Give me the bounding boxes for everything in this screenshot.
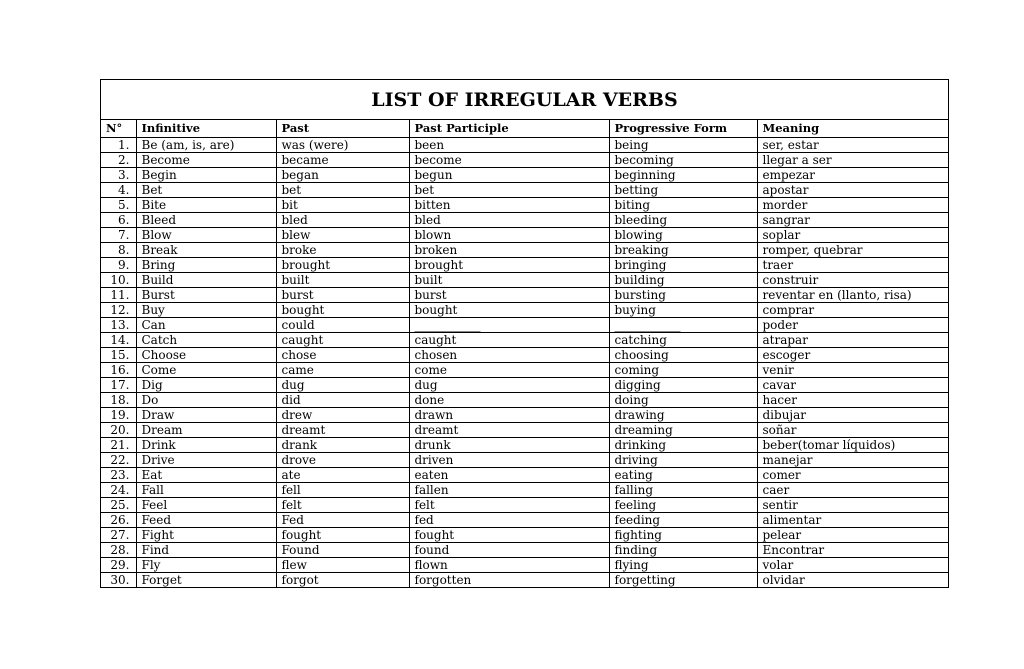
cell-number: 16. <box>101 363 136 378</box>
cell-progressive-form: fighting <box>609 528 757 543</box>
cell-infinitive: Drive <box>136 453 276 468</box>
table-header-row <box>101 120 948 138</box>
cell-meaning: volar <box>757 558 948 573</box>
cell-progressive-form: blowing <box>609 228 757 243</box>
cell-number: 11. <box>101 288 136 303</box>
cell-past-participle: drawn <box>409 408 609 423</box>
cell-meaning: apostar <box>757 183 948 198</box>
table-row <box>101 513 948 528</box>
cell-past-participle: forgotten <box>409 573 609 588</box>
cell-infinitive: Feed <box>136 513 276 528</box>
cell-past: fought <box>276 528 409 543</box>
cell-past: fell <box>276 483 409 498</box>
table-row <box>101 183 948 198</box>
cell-infinitive: Bleed <box>136 213 276 228</box>
table-row <box>101 483 948 498</box>
cell-past: began <box>276 168 409 183</box>
cell-progressive-form: drawing <box>609 408 757 423</box>
cell-progressive-form: forgetting <box>609 573 757 588</box>
table-row <box>101 153 948 168</box>
cell-meaning: caer <box>757 483 948 498</box>
cell-infinitive: Burst <box>136 288 276 303</box>
cell-infinitive: Buy <box>136 303 276 318</box>
cell-infinitive: Catch <box>136 333 276 348</box>
cell-progressive-form: feeding <box>609 513 757 528</box>
cell-infinitive: Fall <box>136 483 276 498</box>
cell-number: 8. <box>101 243 136 258</box>
cell-number: 12. <box>101 303 136 318</box>
cell-past-participle: burst <box>409 288 609 303</box>
cell-infinitive: Bet <box>136 183 276 198</box>
table-row <box>101 213 948 228</box>
cell-infinitive: Eat <box>136 468 276 483</box>
cell-past: Fed <box>276 513 409 528</box>
cell-progressive-form: catching <box>609 333 757 348</box>
cell-meaning: traer <box>757 258 948 273</box>
cell-progressive-form: feeling <box>609 498 757 513</box>
cell-past-participle: fought <box>409 528 609 543</box>
table-row <box>101 318 948 333</box>
cell-infinitive: Forget <box>136 573 276 588</box>
cell-meaning: hacer <box>757 393 948 408</box>
cell-infinitive: Begin <box>136 168 276 183</box>
cell-past-participle: done <box>409 393 609 408</box>
cell-infinitive: Build <box>136 273 276 288</box>
cell-meaning: romper, quebrar <box>757 243 948 258</box>
cell-past: drew <box>276 408 409 423</box>
cell-infinitive: Dig <box>136 378 276 393</box>
column-header-past-participle: Past Participle <box>409 120 609 138</box>
cell-progressive-form: drinking <box>609 438 757 453</box>
table-row <box>101 393 948 408</box>
cell-number: 21. <box>101 438 136 453</box>
table-row <box>101 198 948 213</box>
verb-list-sheet <box>100 79 949 588</box>
cell-past-participle: drunk <box>409 438 609 453</box>
cell-number: 18. <box>101 393 136 408</box>
table-row <box>101 258 948 273</box>
cell-past-participle: dreamt <box>409 423 609 438</box>
table-row <box>101 348 948 363</box>
table-row <box>101 468 948 483</box>
cell-meaning: dibujar <box>757 408 948 423</box>
cell-past: ate <box>276 468 409 483</box>
cell-infinitive: Do <box>136 393 276 408</box>
cell-past-participle: come <box>409 363 609 378</box>
cell-past-participle: begun <box>409 168 609 183</box>
cell-past: felt <box>276 498 409 513</box>
table-row <box>101 453 948 468</box>
cell-past: flew <box>276 558 409 573</box>
cell-number: 2. <box>101 153 136 168</box>
cell-past: Found <box>276 543 409 558</box>
cell-infinitive: Drink <box>136 438 276 453</box>
page-title: LIST OF IRREGULAR VERBS <box>101 80 948 120</box>
cell-past-participle: chosen <box>409 348 609 363</box>
cell-meaning: comer <box>757 468 948 483</box>
cell-meaning: llegar a ser <box>757 153 948 168</box>
cell-past-participle: dug <box>409 378 609 393</box>
cell-past-participle: driven <box>409 453 609 468</box>
cell-progressive-form: beginning <box>609 168 757 183</box>
table-row <box>101 288 948 303</box>
table-row <box>101 438 948 453</box>
cell-meaning: construir <box>757 273 948 288</box>
cell-meaning: sentir <box>757 498 948 513</box>
cell-number: 14. <box>101 333 136 348</box>
cell-meaning: alimentar <box>757 513 948 528</box>
cell-progressive-form: choosing <box>609 348 757 363</box>
verbs-table <box>101 120 948 587</box>
table-row <box>101 138 948 153</box>
cell-number: 1. <box>101 138 136 153</box>
cell-past: blew <box>276 228 409 243</box>
cell-past: chose <box>276 348 409 363</box>
cell-past: did <box>276 393 409 408</box>
cell-progressive-form: doing <box>609 393 757 408</box>
cell-meaning: escoger <box>757 348 948 363</box>
cell-progressive-form: flying <box>609 558 757 573</box>
cell-past: drove <box>276 453 409 468</box>
cell-progressive-form: bringing <box>609 258 757 273</box>
cell-number: 5. <box>101 198 136 213</box>
cell-infinitive: Dream <box>136 423 276 438</box>
table-row <box>101 573 948 588</box>
cell-past: burst <box>276 288 409 303</box>
cell-number: 15. <box>101 348 136 363</box>
cell-past-participle: built <box>409 273 609 288</box>
cell-past-participle: fallen <box>409 483 609 498</box>
cell-infinitive: Bring <box>136 258 276 273</box>
cell-infinitive: Find <box>136 543 276 558</box>
column-header-meaning: Meaning <box>757 120 948 138</box>
cell-past: forgot <box>276 573 409 588</box>
cell-past-participle: broken <box>409 243 609 258</box>
table-row <box>101 333 948 348</box>
cell-infinitive: Become <box>136 153 276 168</box>
cell-number: 10. <box>101 273 136 288</box>
cell-past: could <box>276 318 409 333</box>
cell-progressive-form: ___________ <box>609 318 757 333</box>
cell-meaning: ser, estar <box>757 138 948 153</box>
cell-meaning: manejar <box>757 453 948 468</box>
cell-past: bought <box>276 303 409 318</box>
cell-progressive-form: being <box>609 138 757 153</box>
cell-past-participle: caught <box>409 333 609 348</box>
cell-past-participle: felt <box>409 498 609 513</box>
cell-number: 20. <box>101 423 136 438</box>
cell-number: 22. <box>101 453 136 468</box>
cell-number: 3. <box>101 168 136 183</box>
cell-number: 23. <box>101 468 136 483</box>
table-row <box>101 243 948 258</box>
cell-past: built <box>276 273 409 288</box>
cell-infinitive: Blow <box>136 228 276 243</box>
cell-infinitive: Fight <box>136 528 276 543</box>
cell-number: 24. <box>101 483 136 498</box>
cell-past-participle: brought <box>409 258 609 273</box>
table-row <box>101 408 948 423</box>
cell-meaning: Encontrar <box>757 543 948 558</box>
cell-past: bet <box>276 183 409 198</box>
cell-progressive-form: coming <box>609 363 757 378</box>
cell-infinitive: Can <box>136 318 276 333</box>
cell-number: 29. <box>101 558 136 573</box>
column-header-infinitive: Infinitive <box>136 120 276 138</box>
cell-past-participle: flown <box>409 558 609 573</box>
cell-past-participle: bled <box>409 213 609 228</box>
cell-past: caught <box>276 333 409 348</box>
cell-number: 7. <box>101 228 136 243</box>
cell-number: 4. <box>101 183 136 198</box>
cell-past-participle: bitten <box>409 198 609 213</box>
cell-progressive-form: building <box>609 273 757 288</box>
cell-meaning: olvidar <box>757 573 948 588</box>
table-row <box>101 303 948 318</box>
cell-infinitive: Be (am, is, are) <box>136 138 276 153</box>
cell-number: 19. <box>101 408 136 423</box>
cell-past: dreamt <box>276 423 409 438</box>
cell-number: 28. <box>101 543 136 558</box>
cell-past: bled <box>276 213 409 228</box>
cell-progressive-form: finding <box>609 543 757 558</box>
cell-past: came <box>276 363 409 378</box>
cell-meaning: pelear <box>757 528 948 543</box>
column-header-number: N° <box>101 120 136 138</box>
cell-past-participle: eaten <box>409 468 609 483</box>
cell-past-participle: become <box>409 153 609 168</box>
cell-progressive-form: bursting <box>609 288 757 303</box>
cell-meaning: atrapar <box>757 333 948 348</box>
cell-number: 6. <box>101 213 136 228</box>
table-row <box>101 273 948 288</box>
cell-infinitive: Choose <box>136 348 276 363</box>
cell-progressive-form: becoming <box>609 153 757 168</box>
cell-past: brought <box>276 258 409 273</box>
cell-meaning: soñar <box>757 423 948 438</box>
cell-progressive-form: driving <box>609 453 757 468</box>
table-row <box>101 228 948 243</box>
cell-meaning: empezar <box>757 168 948 183</box>
cell-past-participle: fed <box>409 513 609 528</box>
cell-progressive-form: digging <box>609 378 757 393</box>
table-row <box>101 168 948 183</box>
cell-progressive-form: falling <box>609 483 757 498</box>
cell-meaning: cavar <box>757 378 948 393</box>
cell-past: became <box>276 153 409 168</box>
cell-meaning: sangrar <box>757 213 948 228</box>
cell-progressive-form: bleeding <box>609 213 757 228</box>
cell-past: bit <box>276 198 409 213</box>
cell-number: 9. <box>101 258 136 273</box>
table-row <box>101 378 948 393</box>
cell-meaning: comprar <box>757 303 948 318</box>
cell-past-participle: been <box>409 138 609 153</box>
cell-number: 27. <box>101 528 136 543</box>
cell-infinitive: Come <box>136 363 276 378</box>
cell-meaning: beber(tomar líquidos) <box>757 438 948 453</box>
cell-meaning: morder <box>757 198 948 213</box>
table-row <box>101 528 948 543</box>
cell-number: 30. <box>101 573 136 588</box>
cell-past-participle: bet <box>409 183 609 198</box>
cell-past-participle: found <box>409 543 609 558</box>
table-row <box>101 423 948 438</box>
cell-number: 17. <box>101 378 136 393</box>
cell-meaning: poder <box>757 318 948 333</box>
column-header-past: Past <box>276 120 409 138</box>
cell-past-participle: bought <box>409 303 609 318</box>
cell-past: drank <box>276 438 409 453</box>
cell-infinitive: Fly <box>136 558 276 573</box>
cell-number: 13. <box>101 318 136 333</box>
table-row <box>101 558 948 573</box>
column-header-progressive-form: Progressive Form <box>609 120 757 138</box>
table-row <box>101 543 948 558</box>
cell-progressive-form: breaking <box>609 243 757 258</box>
table-row <box>101 363 948 378</box>
cell-meaning: soplar <box>757 228 948 243</box>
cell-number: 26. <box>101 513 136 528</box>
cell-infinitive: Feel <box>136 498 276 513</box>
cell-past-participle: blown <box>409 228 609 243</box>
cell-progressive-form: eating <box>609 468 757 483</box>
cell-infinitive: Break <box>136 243 276 258</box>
table-row <box>101 498 948 513</box>
cell-number: 25. <box>101 498 136 513</box>
cell-infinitive: Bite <box>136 198 276 213</box>
cell-progressive-form: buying <box>609 303 757 318</box>
cell-past: was (were) <box>276 138 409 153</box>
cell-progressive-form: dreaming <box>609 423 757 438</box>
cell-infinitive: Draw <box>136 408 276 423</box>
cell-meaning: venir <box>757 363 948 378</box>
cell-past: dug <box>276 378 409 393</box>
cell-progressive-form: betting <box>609 183 757 198</box>
cell-progressive-form: biting <box>609 198 757 213</box>
cell-past-participle: ___________ <box>409 318 609 333</box>
cell-meaning: reventar en (llanto, risa) <box>757 288 948 303</box>
cell-past: broke <box>276 243 409 258</box>
